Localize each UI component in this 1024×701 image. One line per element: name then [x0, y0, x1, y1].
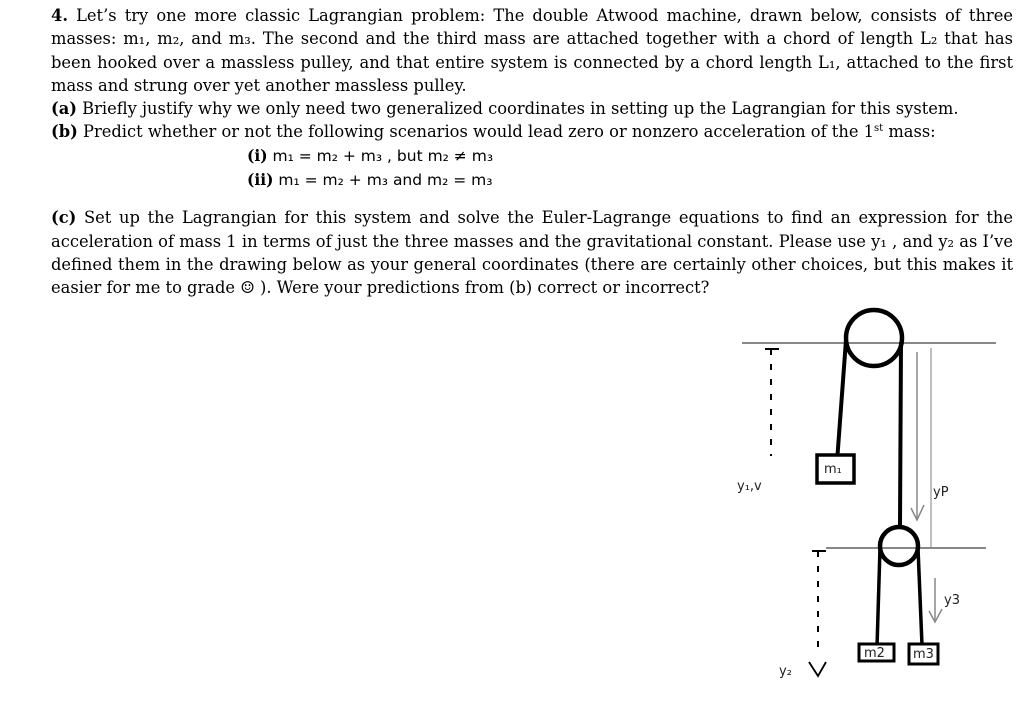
mass-2-label: m2: [864, 646, 885, 661]
mass-3-label: m3: [913, 647, 934, 662]
part-a-text: Briefly justify why we only need two generalized coordinates in setting up the Lagrangian for this system.: [82, 99, 959, 119]
rope-lower-pulley: [900, 342, 901, 525]
yp-label: yP: [933, 485, 949, 500]
scenario-ii-text: m₁ = m₂ + m₃ and m₂ = m₃: [278, 171, 493, 190]
y1-label: y₁,v: [737, 479, 762, 494]
rope-m3: [918, 548, 922, 645]
mass-1-label: m₁: [824, 462, 842, 477]
problem-intro-text: Let’s try one more classic Lagrangian problem: The double Atwood machine, drawn below, consists of three masses: m₁, m₂, and m₃. The second and the third mass are attached together with a chord of length L₂ that has been hooked over a massless pulley, and that entire system is connected by a chord length L₁, attached to the first mass and strung over yet another massless pulley.: [51, 6, 1013, 95]
part-c-label: (c): [51, 208, 77, 228]
part-b-label: (b): [51, 122, 78, 142]
scenario-i-text: m₁ = m₂ + m₃ , but m₂ ≠ m₃: [272, 146, 494, 165]
part-c-text: Set up the Lagrangian for this system and solve the Euler-Lagrange equations to find an expression for the acceleration of mass 1 in terms of just the three masses and the gravitational constant. Please use y₁ , and y₂ as I’ve defined them in the drawing below as your general coordinates (there are certainly other choices, but this makes it easier for me to grade ☺ ). Were your predictions from (b) correct or incorrect?: [51, 208, 1013, 298]
scenario-ii-label: (ii): [247, 170, 274, 190]
lower-pulley: [880, 527, 918, 565]
part-b-text: Predict whether or not the following scenarios would lead zero or nonzero acceleration of the 1: [82, 122, 874, 142]
scenario-i-label: (i): [247, 145, 268, 165]
rope-m2: [877, 548, 880, 647]
rope-m1: [837, 340, 846, 462]
problem-number: 4.: [51, 6, 68, 25]
y2-label: y₂: [779, 664, 792, 679]
part-b-superscript: st: [874, 123, 884, 135]
part-a-label: (a): [51, 99, 77, 119]
upper-pulley: [846, 310, 902, 366]
part-b-text-end: mass:: [883, 122, 936, 142]
y2-arrow-head: [809, 662, 826, 676]
y3-label: y3: [944, 593, 960, 608]
